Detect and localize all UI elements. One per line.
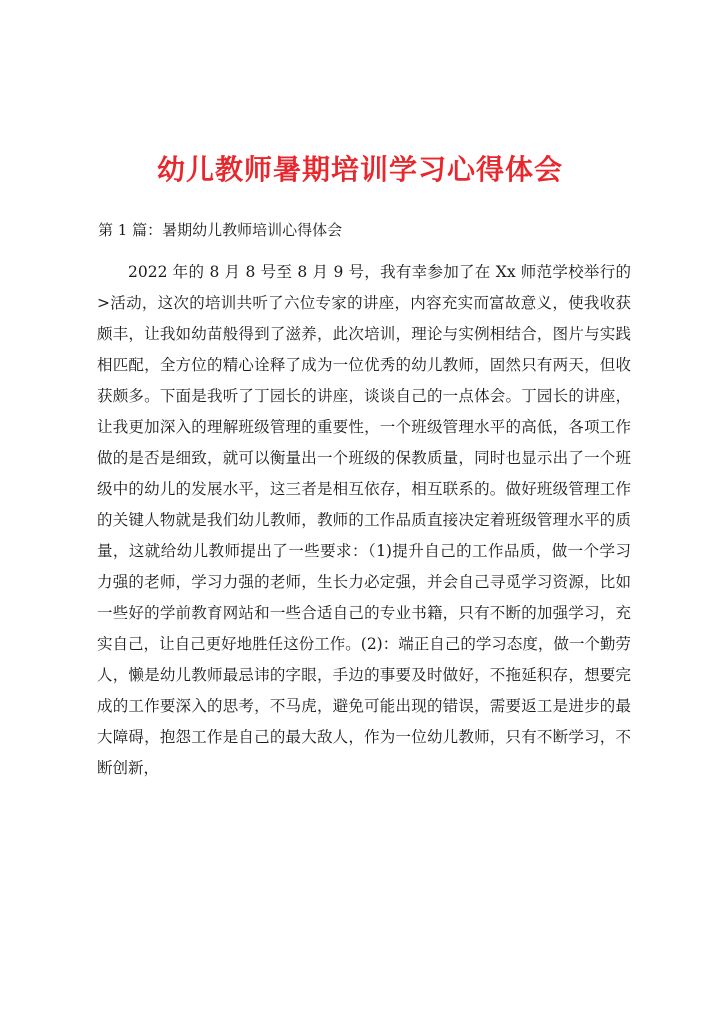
document-title: 幼儿教师暑期培训学习心得体会	[156, 153, 563, 186]
body-paragraph: 2022 年的 8 月 8 号至 8 月 9 号，我有幸参加了在 Xx 师范学校举行的>活动，这次的培训共听了六位专家的讲座，内容充实而富故意义，使我收获颇丰，让我如幼苗般得到了滋养，此次培训，理论与实例相结合，图片与实践相匹配，全方位的精心诠释了成为一位优秀的幼儿教师，固然只有两天，但收获颇多。下面是我听了丁园长的讲座，谈谈自己的一点体会。丁园长的讲座，让我更加深入的理解班级管理的重要性，一个班级管理水平的高低，各项工作做的是否是细致，就可以衡量出一个班级的保教质量，同时也显示出了一个班级中的幼儿的发展水平，这三者是相互依存，相互联系的。做好班级管理工作的关键人物就是我们幼儿教师，教师的工作品质直接决定着班级管理水平的质量，这就给幼儿教师提出了一些要求：（1)提升自己的工作品质，做一个学习力强的老师，学习力强的老师，生长力必定强，并会自己寻觅学习资源，比如一些好的学前教育网站和一些合适自己的专业书籍，只有不断的加强学习，充实自己，让自己更好地胜任这份工作。(2)：端正自己的学习态度，做一个勤劳人，懒是幼儿教师最忌讳的字眼，手边的事要及时做好，不拖延积存，想要完成的工作要深入的思考，不马虎，避免可能出现的错误，需要返工是进步的最大障碍，抱怨工作是自己的最大敌人，作为一位幼儿教师，只有不断学习，不断创新，	[97, 263, 631, 777]
section-heading: 第 1 篇：暑期幼儿教师培训心得体会	[98, 221, 343, 239]
